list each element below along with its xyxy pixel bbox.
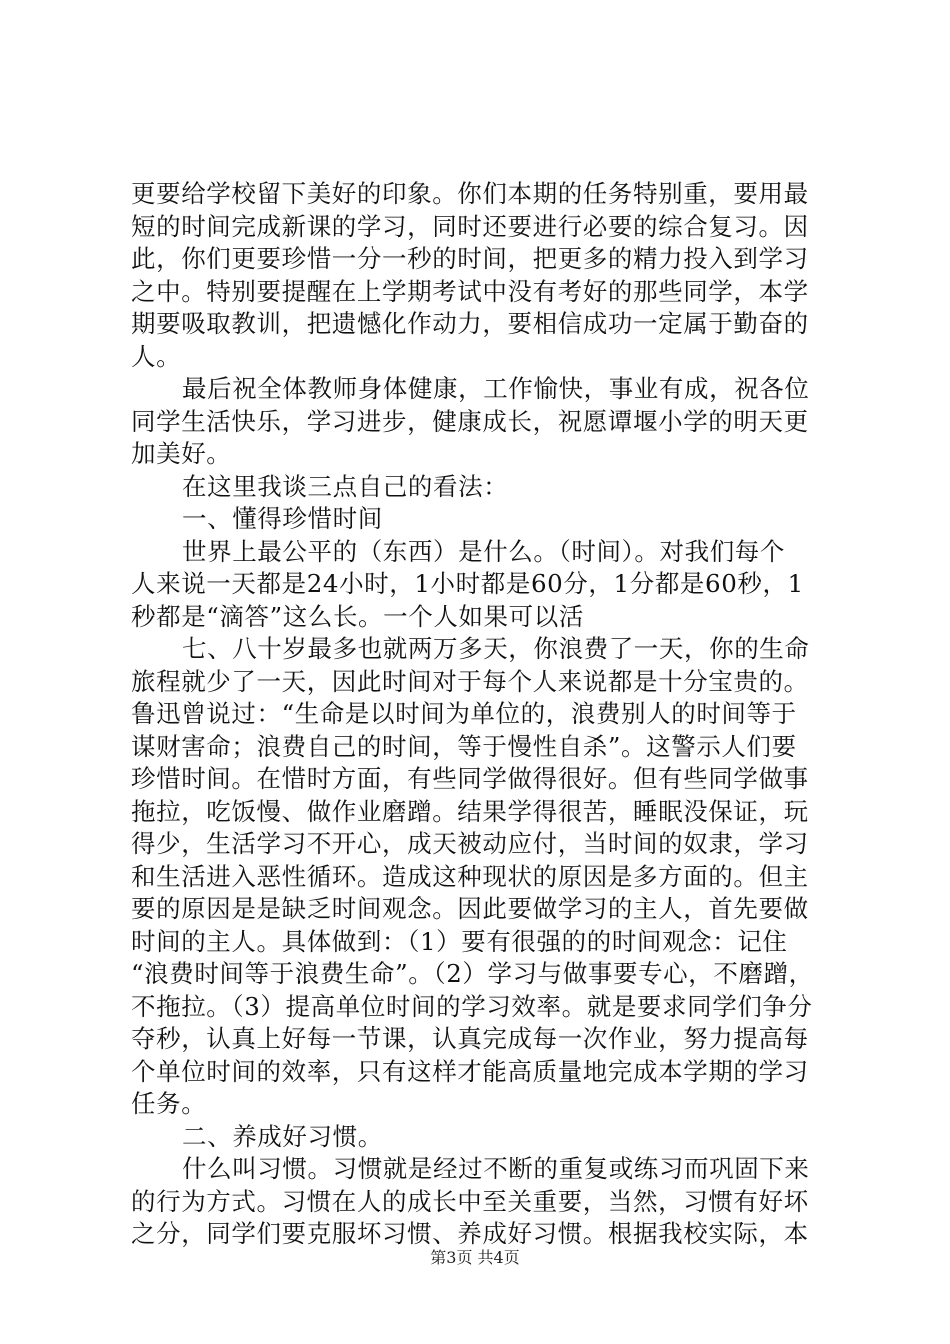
- text-line: 此，你们更要珍惜一分一秒的时间，把更多的精力投入到学习: [131, 244, 809, 273]
- text-line: 珍惜时间。在惜时方面，有些同学做得很好。但有些同学做事: [131, 764, 809, 793]
- text-line: 人来说一天都是24小时，1小时都是60分，1分都是60秒，1: [131, 569, 804, 598]
- text-line: 更要给学校留下美好的印象。你们本期的任务特别重，要用最: [131, 179, 809, 208]
- text-line: 鲁迅曾说过：“生命是以时间为单位的，浪费别人的时间等于: [131, 699, 797, 728]
- text-line: 七、八十岁最多也就两万多天，你浪费了一天，你的生命: [182, 634, 810, 663]
- text-line: 得少，生活学习不开心，成天被动应付，当时间的奴隶，学习: [131, 829, 809, 858]
- page-footer: [0, 1245, 950, 1268]
- section-heading: 一、懂得珍惜时间: [182, 504, 383, 533]
- text-line: 夺秒，认真上好每一节课，认真完成每一次作业，努力提高每: [131, 1024, 809, 1053]
- text-line: 谋财害命；浪费自己的时间，等于慢性自杀”。这警示人们要: [131, 731, 797, 761]
- text-line: 短的时间完成新课的学习，同时还要进行必要的综合复习。因: [131, 211, 809, 241]
- section-heading: 二、养成好习惯。: [182, 1121, 383, 1151]
- text-line: “浪费时间等于浪费生命”。（2）学习与做事要专心，不磨蹭，: [131, 959, 814, 988]
- text-line: 在这里我谈三点自己的看法：: [182, 471, 509, 501]
- text-line: 秒都是“滴答”这么长。一个人如果可以活: [131, 601, 584, 631]
- text-line: 和生活进入恶性循环。造成这种现状的原因是多方面的。但主: [131, 861, 809, 891]
- text-line: 拖拉，吃饭慢、做作业磨蹭。结果学得很苦，睡眠没保证，玩: [131, 796, 809, 826]
- text-line: 最后祝全体教师身体健康，工作愉快，事业有成，祝各位: [182, 374, 810, 403]
- text-line: 要的原因是是缺乏时间观念。因此要做学习的主人，首先要做: [131, 894, 809, 923]
- text-line: 不拖拉。（3）提高单位时间的学习效率。就是要求同学们争分: [131, 991, 813, 1021]
- text-line: 世界上最公平的（东西）是什么。（时间）。对我们每个: [182, 536, 785, 566]
- text-line: 什么叫习惯。习惯就是经过不断的重复或练习而巩固下来: [182, 1154, 810, 1183]
- text-line: 旅程就少了一天，因此时间对于每个人来说都是十分宝贵的。: [131, 666, 809, 696]
- text-line: 加美好。: [131, 439, 232, 468]
- page-number: 第3页 共4页: [430, 1248, 520, 1267]
- text-line: 期要吸取教训，把遗憾化作动力，要相信成功一定属于勤奋的: [131, 309, 809, 338]
- text-line: 人。: [131, 341, 182, 371]
- text-line: 时间的主人。具体做到：（1）要有很强的的时间观念：记住: [131, 926, 788, 956]
- text-line: 同学生活快乐，学习进步，健康成长，祝愿谭堰小学的明天更: [131, 406, 809, 436]
- text-line: 之分，同学们要克服坏习惯、养成好习惯。根据我校实际，本: [131, 1219, 809, 1248]
- text-line: 任务。: [131, 1089, 207, 1118]
- text-line: 之中。特别要提醒在上学期考试中没有考好的那些同学，本学: [131, 276, 809, 306]
- text-line: 个单位时间的效率，只有这样才能高质量地完成本学期的学习: [131, 1056, 809, 1086]
- document-body: [131, 178, 831, 1251]
- text-line: 的行为方式。习惯在人的成长中至关重要，当然，习惯有好坏: [131, 1186, 809, 1216]
